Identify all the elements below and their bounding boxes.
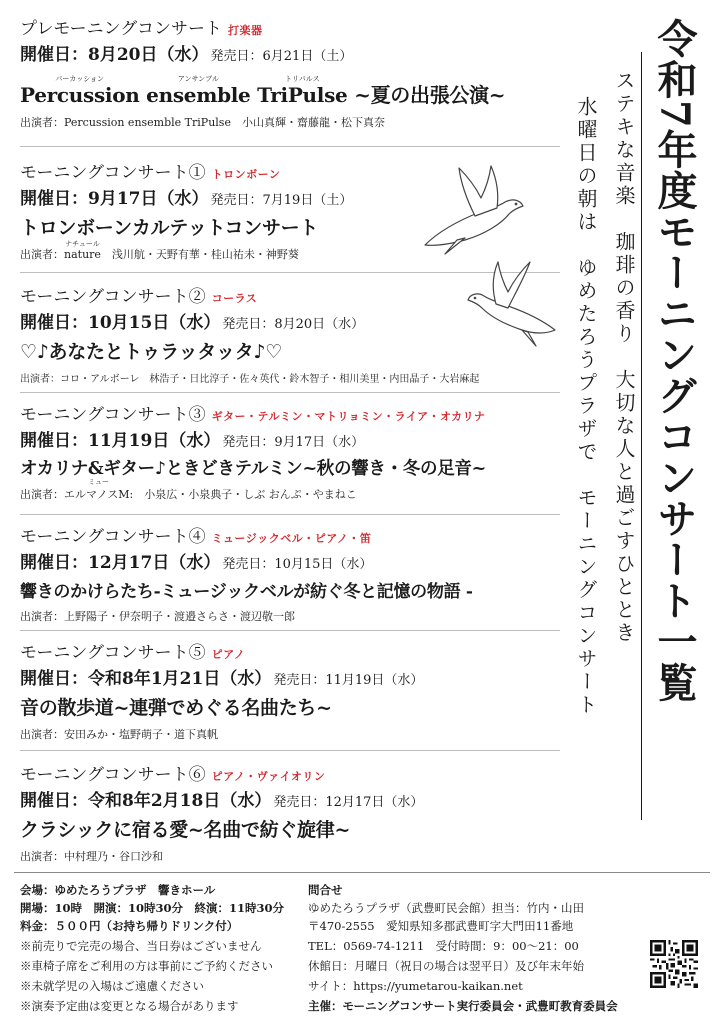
contact-org: ゆめたろうプラザ（武豊町民会館）担当：竹内・山田 <box>308 901 584 915</box>
ruby-text: アンサンブル <box>177 75 219 83</box>
contact-tel: TEL：0569-74-1211 受付時間：9：00～21：00 <box>308 939 579 953</box>
note: ※車椅子席をご利用の方は事前にご予約ください <box>20 959 273 973</box>
tagline-2: 水曜日の朝は ゆめたろうプラザで モーニングコンサート <box>574 96 598 717</box>
concert-date: 開催日：12月17日（水） <box>20 553 221 573</box>
ticket-fee: 料金：５００円（お持ち帰りドリンク付） <box>20 919 239 933</box>
concert-6 <box>20 760 560 864</box>
concert-title: パーカッション Percussion アンサンブル ensemble トリパルス TriPulse ~夏の出張公演~ <box>20 75 506 107</box>
concert-sale-date: 発売日：12月17日（水） <box>273 795 424 810</box>
concert-performers: 出演者：上野陽子・伊奈明子・渡邉さらさ・渡辺敬一郎 <box>20 610 295 623</box>
concert-3 <box>20 400 560 502</box>
concert-sale-date: 発売日：11月19日（水） <box>273 673 424 688</box>
concert-performers: 出演者：コロ・アルボーレ 林浩子・日比淳子・佐々英代・鈴木智子・相川美里・内田晶子・大岩麻起 <box>20 374 480 385</box>
concert-date: 開催日：9月17日（水） <box>20 189 209 209</box>
concert-sale-date: 発売日：7月19日（土） <box>210 193 353 208</box>
ruby-text: ミュー <box>88 478 110 486</box>
concert-title: ♡♪あなたとトゥラッタッタ♪♡ <box>20 341 282 363</box>
divider <box>20 630 560 631</box>
concert-pre <box>20 14 560 130</box>
ruby-text: パーカッション <box>55 75 105 83</box>
page-title: 令和7年度モーニングコンサート一覧 <box>651 18 698 703</box>
concert-series: モーニングコンサート③ <box>20 405 206 425</box>
concert-series: モーニングコンサート⑤ <box>20 643 206 663</box>
note: ※演奏予定曲は変更となる場合があります <box>20 999 239 1013</box>
concert-sale-date: 発売日：9月17日（水） <box>222 435 365 450</box>
concert-date: 開催日：8月20日（水） <box>20 45 209 65</box>
concert-title: トロンボーンカルテットコンサート <box>20 217 319 239</box>
tagline-1: ステキな音楽 珈琲の香り 大切な人と過ごすひととき <box>612 70 636 645</box>
concert-date: 開催日：10月15日（水） <box>20 313 221 333</box>
divider <box>641 52 642 820</box>
concert-instrument: ピアノ <box>211 648 246 661</box>
concert-4 <box>20 522 560 624</box>
concert-series: モーニングコンサート① <box>20 163 206 183</box>
concert-performers: 出演者：中村理乃・谷口沙和 <box>20 850 163 863</box>
concert-series: モーニングコンサート⑥ <box>20 765 206 785</box>
concert-instrument: コーラス <box>211 292 258 305</box>
divider <box>20 392 560 393</box>
dove-icon <box>405 150 555 260</box>
dove-icon <box>450 250 570 350</box>
concert-instrument: ギター・テルミン・マトリョミン・ライア・オカリナ <box>211 410 486 423</box>
concert-instrument: ミュージックベル・ピアノ・笛 <box>211 532 372 545</box>
contact-address: 〒470-2555 愛知県知多郡武豊町字大門田11番地 <box>308 919 574 933</box>
concert-5 <box>20 638 560 742</box>
ruby-text: トリパルス <box>285 75 320 83</box>
sponsor: 主催：モーニングコンサート実行委員会・武豊町教育委員会 <box>308 999 618 1013</box>
concert-series: モーニングコンサート② <box>20 287 206 307</box>
concert-performers: 出演者： ナチュール nature 浅川航・天野有華・桂山祐未・神野葵 <box>20 240 299 261</box>
concert-instrument: ピアノ・ヴァイオリン <box>211 770 326 783</box>
concert-title: オカリナ&ギター♪ときどきテルミン~秋の響き・冬の足音~ <box>20 459 486 479</box>
concert-sale-date: 発売日：8月20日（水） <box>222 317 365 332</box>
concert-sale-date: 発売日：6月21日（土） <box>210 49 353 64</box>
contact-closed: 休館日：月曜日（祝日の場合は翌平日）及び年末年始 <box>308 959 584 973</box>
contact-site[interactable]: サイト：https://yumetarou-kaikan.net <box>308 979 523 993</box>
concert-instrument: 打楽器 <box>227 24 263 37</box>
concert-title: 音の散歩道~連弾でめぐる名曲たち~ <box>20 697 332 719</box>
concert-performers: 出演者： ミュー エルマノスM: 小泉広・小泉典子・しぶ おんぷ・やまねこ <box>20 478 357 501</box>
ruby-text: ナチュール <box>65 240 100 248</box>
qr-code-icon[interactable] <box>650 940 698 988</box>
concert-series: プレモーニングコンサート <box>20 19 222 39</box>
concert-series: モーニングコンサート④ <box>20 527 206 547</box>
concert-title: 響きのかけらたち-ミュージックベルが紡ぐ冬と記憶の物語 - <box>20 582 473 602</box>
concert-performers: 出演者：Percussion ensemble TriPulse 小山真輝・齋藤龍・松下真奈 <box>20 116 385 129</box>
venue: 会場：ゆめたろうプラザ 響きホール <box>20 883 216 897</box>
note: ※未就学児の入場はご遠慮ください <box>20 979 204 993</box>
concert-date: 開催日：11月19日（水） <box>20 431 221 451</box>
divider <box>14 872 710 873</box>
contact-heading: 問合せ <box>308 883 343 897</box>
note: ※前売りで完売の場合、当日券はございません <box>20 939 262 953</box>
divider <box>20 514 560 515</box>
concert-instrument: トロンボーン <box>211 168 281 181</box>
concert-date: 開催日：令和8年1月21日（水） <box>20 669 272 689</box>
event-times: 開場：10時 開演：10時30分 終演：11時30分 <box>20 901 285 915</box>
concert-performers: 出演者：安田みか・塩野萌子・道下真帆 <box>20 728 218 741</box>
concert-sale-date: 発売日：10月15日（水） <box>222 557 373 572</box>
divider <box>20 146 560 147</box>
divider <box>20 750 560 751</box>
concert-title: クラシックに宿る愛~名曲で紡ぐ旋律~ <box>20 819 351 841</box>
concert-date: 開催日：令和8年2月18日（水） <box>20 791 272 811</box>
